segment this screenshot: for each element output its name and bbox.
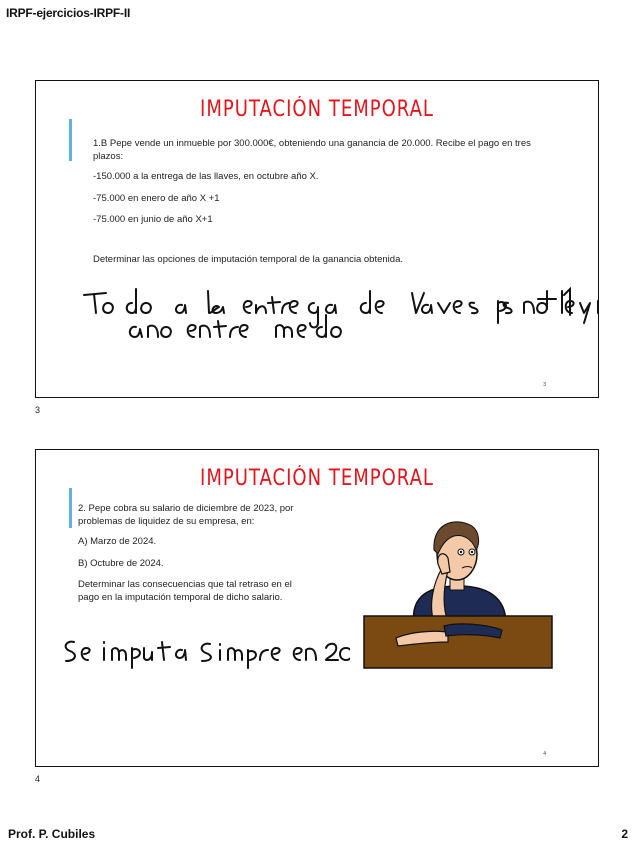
- handwritten-plus-one: [466, 281, 586, 321]
- paragraph: 1.B Pepe vende un inmueble por 300.000€, obteniendo una ganancia de 20.000. Recibe el pago en tres plazos:: [93, 138, 531, 162]
- paragraph: Determinar las opciones de imputación temporal de la ganancia obtenida.: [93, 253, 403, 265]
- slide-title: IMPUTACIÓN TEMPORAL: [200, 466, 434, 491]
- accent-bar: [69, 119, 72, 161]
- paragraph: Determinar las consecuencias que tal retraso en el pago en la imputación temporal de dicho salario.: [78, 579, 292, 603]
- slide-4: [35, 449, 599, 767]
- author-footer: Prof. P. Cubiles: [8, 827, 96, 841]
- thinking-person-illustration: [362, 514, 554, 670]
- paragraph: -75.000 en junio de año X+1: [93, 214, 213, 225]
- slide-body: [93, 138, 533, 266]
- accent-bar: [69, 488, 72, 528]
- slide-number: 4: [543, 751, 546, 757]
- page-number: 2: [621, 827, 628, 841]
- slide-index: 3: [35, 405, 41, 415]
- slide-number: 3: [543, 382, 546, 388]
- slide-index: 4: [35, 774, 41, 784]
- paragraph: 2. Pepe cobra su salario de diciembre de 2023, por problemas de liquidez de su empresa, en:: [78, 503, 294, 527]
- paragraph: -75.000 en enero de año X +1: [93, 192, 220, 204]
- paragraph: -150.000 a la entrega de las llaves, en octubre año X.: [93, 171, 319, 182]
- document-title: IRPF-ejercicios-IRPF-II: [6, 6, 131, 20]
- slide-body: [78, 503, 304, 604]
- paragraph: B) Octubre de 2024.: [78, 557, 164, 569]
- slide-title: IMPUTACIÓN TEMPORAL: [200, 97, 434, 122]
- slide-3: [35, 80, 599, 398]
- handwritten-note-line-2: [126, 313, 376, 347]
- handwritten-note: [60, 634, 350, 670]
- paragraph: A) Marzo de 2024.: [78, 536, 157, 547]
